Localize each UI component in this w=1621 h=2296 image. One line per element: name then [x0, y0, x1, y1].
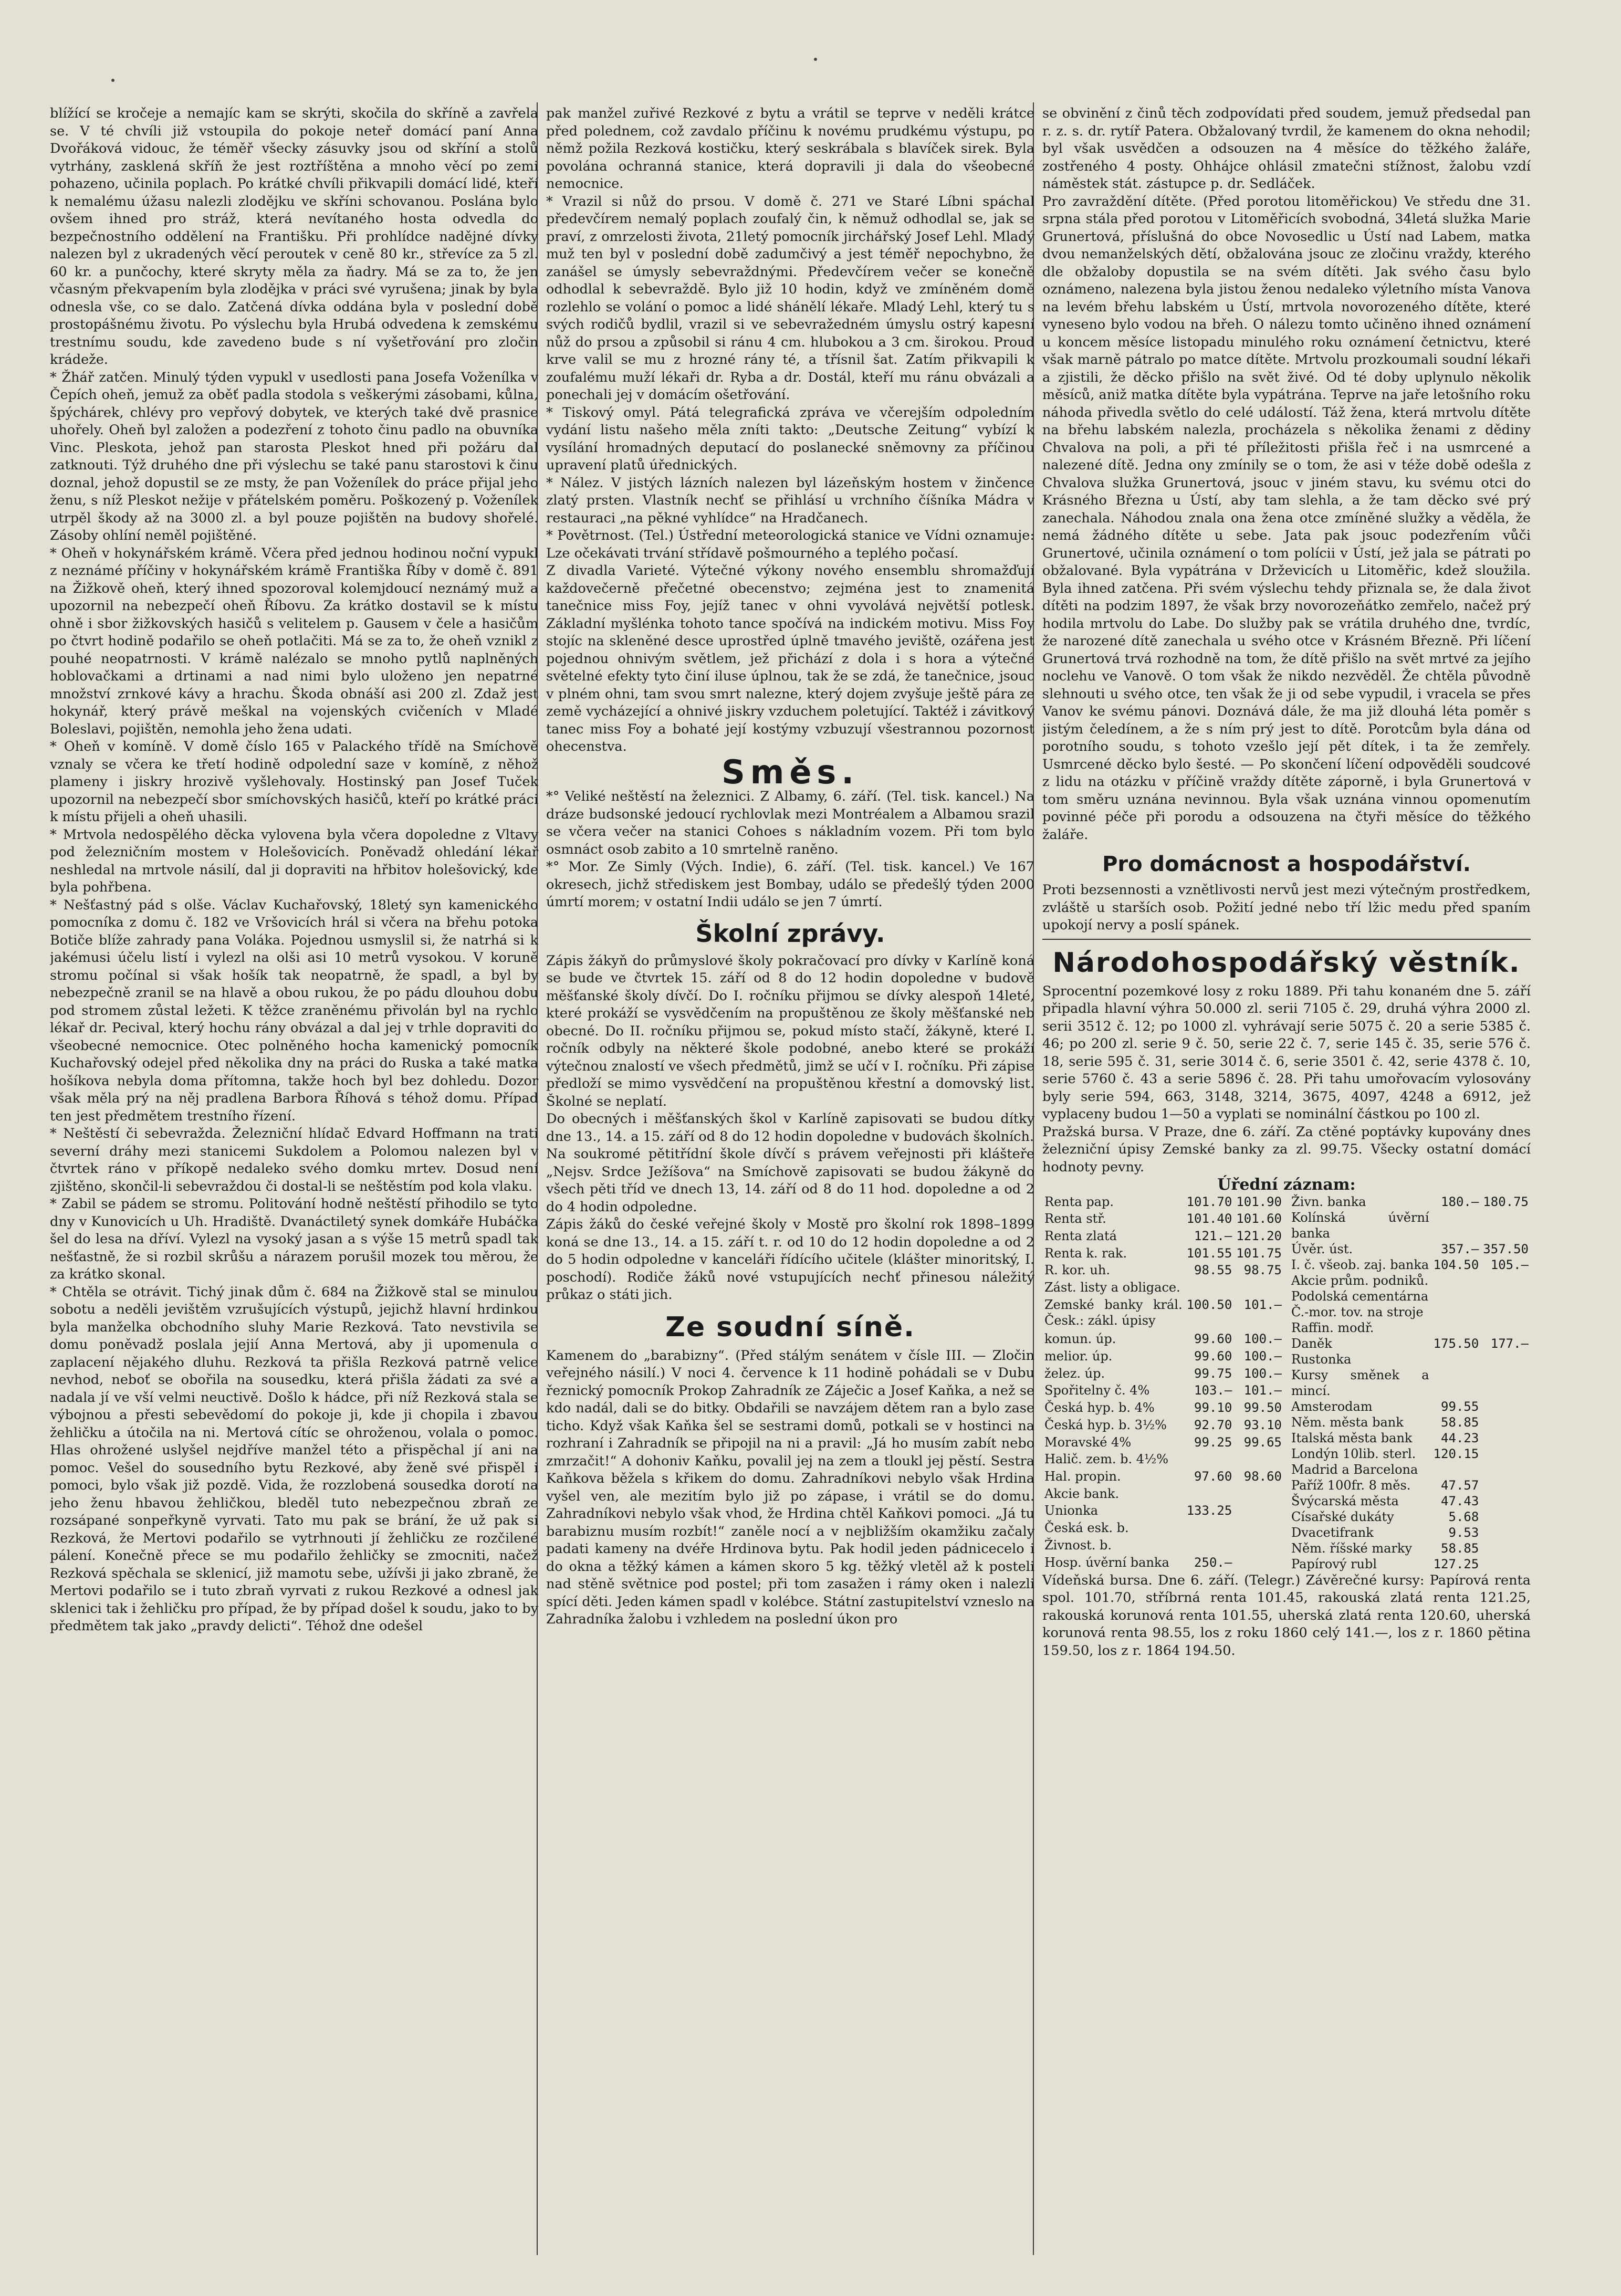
rate-value: [1185, 1537, 1235, 1555]
rate-value: 5.68: [1448, 1509, 1479, 1524]
rate-row: [1289, 1462, 1531, 1477]
rate-row: [1042, 1211, 1284, 1228]
rate-row: [1289, 1273, 1531, 1288]
article-arson: * Žhář zatčen. Minulý týden vypukl v usedlosti pana Josefa Voženílka v Čepích oheň, jemuž za oběť padla stodola s veškerými zásobami, kůlna, špýchárek, chlévy pro vepřový dobytek, ve kterých také dvě prasnice uhořely. Oheň byl založen a podezření z tohoto činu padlo na obuvníka Vinc. Pleskota, jehož pan starosta Pleskot hned při požáru dal zatknouti. Týž druhého dne při výslechu se také panu starostovi k činu doznal, jehož dopustil se ze msty, že pan Voženílek do práce přijal jeho ženu, s níž Pleskot nežije v přátelském poměru. Poškozený p. Voženílek utrpěl škody až na 3000 zl. a byl pouze pojištěn na budovy shořelé. Zásoby ohlíní neměl pojištěné.: [50, 369, 538, 543]
rate-value: [1481, 1351, 1531, 1367]
rates-heading: Úřední záznam:: [1217, 1176, 1356, 1194]
rate-row: [1289, 1210, 1531, 1241]
rate-value: 99.60: [1194, 1332, 1232, 1347]
rate-value: [1431, 1320, 1481, 1336]
rate-value: 101.55: [1186, 1245, 1232, 1261]
section-heading-schools: Školní zprávy.: [695, 919, 885, 948]
rate-row: [1042, 1537, 1284, 1555]
rate-label: Česká esk. b.: [1044, 1521, 1129, 1536]
rate-row: [1289, 1336, 1531, 1351]
rate-value: 92.70: [1194, 1417, 1232, 1432]
rate-label: komun. úp.: [1044, 1332, 1116, 1347]
rate-label: Rustonka: [1291, 1351, 1352, 1367]
rate-label: Podolská cementárna: [1291, 1288, 1429, 1304]
rate-label: želez. úp.: [1044, 1366, 1105, 1381]
rate-label: Raffin. modř.: [1291, 1320, 1374, 1335]
rate-value: 127.25: [1433, 1556, 1479, 1571]
article-school-1: Zápis žákyň do průmyslové školy pokračovací pro dívky v Karlíně koná se bude ve čtvrtek 15. září od 8 do 12 hodin dopoledne v budově měšťanské školy dívčí. Do I. ročníku přijmou se dívky alespoň 14leté, které prokáží se vysvědčením na propuštěnou ze školy měšťanské neb obecné. Do II. ročníku přijmou se, pokud místo stačí, žákyně, které I. ročník odbyly na některé škole podobné, anebo které se prokáží výtečnou znalostí ve všech předmětů, jimž se učí v I. ročníku. Při zápise předloží se mimo vysvědčení na propuštěnou křestní a domovský list. Školné se neplatí.: [546, 952, 1034, 1109]
article-found-ring: * Nález. V jistých lázních nalezen byl lázeňským hostem v žinčence zlatý prsten. Vlastník nechť se přihlásí u vrchního číšníka Mádra v restauraci „na pěkné vyhlídce“ na Hradčanech.: [546, 475, 1034, 526]
article-court: Kamenem do „barabizny“. (Před stálým senátem v čísle III. — Zločin veřejného násilí.) V noci 4. července k 11 hodině pohádali se v Dubu řeznický pomocník Prokop Zahradník ze Záječic a Josef Kaňka, a než se kdo nadál, dali se do bitky. Obdařili se navzájem dětem ran a bylo zase ticho. Když však Kaňka šel se sestrami domů, potkali se v hostinci na rozhraní i Zahradník se připojil na ni a pravil: „Já ho musím zabít nebo zmrzačit!“ A dohoniv Kaňku, povalil jej na zem a tloukl jej pěstí. Sestra Kaňkova běžela s křikem do domu. Zahradníkovi nebylo však Hrdina vyšel ven, ale mezitím bylo již po zápase, i vrátil se do domu. Zahradníkovi nebylo však vhod, že Hrdina chtěl Kaňkovi pomoci. „Já tu barabiznu musím rozbít!“ zaněle nocí a v nejbližším okamžiku začaly padati kameny na dvéře Hrdinova bytu. Pak hodil jeden pádnicecelo i do okna a těžký kámen a kámen skoro 5 kg. těžký vletěl až k posteli nad stěně světnice pod postel; při tom zasažen i rámy oken i nalezli spící děti. Jeden kámen spadl v kolébce. Státní zastupitelství vzneslo na Zahradníka žalobu i vzhledem na poslední úkon pro: [546, 1347, 1034, 1627]
article-shop-fire: * Oheň v hokynářském krámě. Včera před jednou hodinou noční vypukl z neznámé příčiny v hokynářském krámě Františka Říby v domě č. 891 na Žižkově oheň, který ihned spozoroval kolemjdoucí neznámý muž a upozornil na nebezpečí oheň Říbovu. Za krátko dostavil se k místu ohně i sbor žižkovských hasičů s velitelem p. Gausem v čele a hasičům po čtvrt hodině podařilo se oheň potlačiti. Má se za to, že oheň vznikl z pouhé neopatrnosti. V krámě nalézalo se mnoho pytlů naplněných hoblovačkami a drtinami a nad nimi bylo uloženo jen nepatrné množství zrnkové kávy a hrachu. Škoda obnáší asi 200 zl. Zdaž jest hokynář, který právě meškal na vojenských cvičeních v Mladé Boleslavi, pojištěn, nemohla jeho žena udati.: [50, 545, 538, 737]
article-insomnia: Proti bezsennosti a vznětlivosti nervů jest mezi výtečným prostředkem, zvláště u starších osob. Požití jedné nebo tří lžic medu před spaním upokojí nervy a poslí spánek.: [1042, 882, 1531, 933]
rate-value: 98.75: [1243, 1263, 1282, 1278]
rate-value: 133.25: [1186, 1503, 1232, 1518]
article-variete: Z divadla Varieté. Výtečné výkony nového ensemblu shromažďují každovečerně přečetné obecenstvo; zejména jest to znamenitá tanečnice miss Foy, jejíž tanec v ohni vyvolává největší potlesk. Základní myšlénka tohoto tance spočívá na indickém motivu. Miss Foy stojíc na skleněné desce uprostřed úplně tmavého jeviště, ozářena jest pojednou ohnivým světlem, jež přichází z dola i s hora a výtečné světelné efekty tyto činí iluse úplnou, tak že se zdá, že tanečnice, jsouc v plném ohni, tam svou smrt nalezne, který dojem zvyšuje ještě pára ze země vycházející a ohnivé jiskry vzduchem poletující. Taktéž i závitkový tanec miss Foy a bohaté její kostýmy vzbuzují všestrannou pozornost ohecenstva.: [546, 563, 1034, 754]
rate-label: Unionka: [1044, 1503, 1099, 1518]
rate-value: 47.43: [1441, 1493, 1479, 1508]
rate-row: [1289, 1525, 1531, 1540]
rate-row: [1289, 1556, 1531, 1572]
rate-label: Živnost. b.: [1044, 1537, 1112, 1553]
rate-label: R. kor. uh.: [1044, 1263, 1110, 1278]
article-child-body: * Mrtvola nedospělého děcka vylovena byla včera dopoledne z Vltavy pod železničním mostem v Holešovicích. Poněvadž ohledání lékař neshledal na mrtvole násilí, dal ji dopraviti na hřbitov holešovický, kde byla pohřbena.: [50, 826, 538, 895]
rate-value: [1481, 1446, 1531, 1462]
rate-value: 104.50: [1433, 1257, 1479, 1272]
rate-row: [1042, 1262, 1284, 1280]
rate-value: [1481, 1320, 1531, 1336]
rate-value: 121.20: [1236, 1228, 1282, 1243]
rate-value: 357.—: [1441, 1241, 1479, 1256]
rate-value: 99.25: [1194, 1434, 1232, 1450]
rate-label: Amsterodam: [1291, 1399, 1373, 1414]
rate-label: Hosp. úvěrní banka: [1044, 1555, 1169, 1570]
column-3: [1042, 105, 1531, 2252]
rate-row: [1042, 1280, 1284, 1297]
rate-row: [1042, 1400, 1284, 1417]
rate-label: Renta zlatá: [1044, 1228, 1117, 1243]
rate-row: [1289, 1509, 1531, 1525]
rate-value: 100.—: [1243, 1332, 1282, 1347]
rate-row: [1289, 1477, 1531, 1493]
rate-row: [1289, 1493, 1531, 1509]
rate-label: Renta stř.: [1044, 1211, 1106, 1226]
rate-label: Daněk: [1291, 1336, 1332, 1351]
rate-row: [1289, 1320, 1531, 1336]
rate-row: [1289, 1367, 1531, 1399]
rate-value: [1481, 1556, 1531, 1572]
rate-value: 180.—: [1441, 1194, 1479, 1209]
rate-value: [1481, 1462, 1531, 1477]
article-misprint: * Tiskový omyl. Pátá telegrafická zpráva ve včerejším odpoledním vydání listu našeho měla zníti takto: „Deutsche Zeitung“ vybízí k vysílání hromadných deputací do poslanecké sněmovny za příčinou upravení platů úřednických.: [546, 404, 1034, 473]
column-1: [50, 105, 538, 2252]
rate-value: [1481, 1509, 1531, 1525]
print-speck: [814, 58, 817, 61]
article-infanticide: Pro zavraždění dítěte. (Před porotou litoměřickou) Ve středu dne 31. srpna stála před porotou v Litoměřicích svobodná, 34letá služka Marie Grunertová, příslušná do obce Novosedlic u Ústí nad Labem, matka dvou nemanželských dětí, obžalována jsouc ze zločinu vraždy, kterého dle obžaloby dopustila se na svém dítěti. Jak svého času bylo oznámeno, nalezena byla jistou ženou nedaleko výletního místa Vanova na levém břehu labském u Ústí, mrtvola novorozeného dítěte, které vyneseno bylo vodou na břeh. O nálezu tomto učiněno ihned oznámení u koncem měsíce listopadu minulého roku oznámení četnictvu, které však marně pátralo po matce dítěte. Mrtvolu prozkoumali soudní lékaři a zjistili, že děcko přišlo na svět živé. Od té doby uplynulo několik měsíců, aniž matka dítěte byla vypátrána. Teprve na jaře letošního roku náhoda přivedla světlo do celé událostí. Táž žena, která mrtvolu dítěte na břehu labském nalezla, procházela s několika ženami z dědiny Chvalova na poli, a při té příležitosti přišla řeč i na usmrcené a nalezené dítě. Jedna ony zmínily se o tom, že asi v téže době odešla z Chvalova služka Grunertová, jsouc v jiném stavu, ku svému otci do Krásného Března u Ústí, aby tam slehla, a že tam děcko své prý zanechala. Náhodou znala ona žena otce zmíněné služky a věděla, že nemá žádného dítěte u sebe. Jata pak jsouc podezřením vůči Grunertové, učinila oznámení o tom polícii v Ústí, jež jala se pátrati po obžalované. Byla vypátrána v Drževicích u Litoměřic, kdež sloužila. Byla ihned zatčena. Při svém výslechu tehdy přiznala se, že dala život dítěti na podzim 1897, že však brzy novorozeňátko zemřelo, načež prý hodila mrtvolu do Labe. Do služby pak se vrátila druhého dne, tvrdíc, že narozené dítě zanechala u svého otce v Krásném Březně. Při líčení Grunertová trvá rozhodně na tom, že dítě přišlo na svět mrtvé za jejího noclehu ve Vanově. O tom však že nikdo nezvěděl. Že chtěla původně slehnouti u svého otce, ten však že ji od sebe vypudil, i vracela se přes Vanov ke svému pánovi. Doznává dále, že ma již dlouhá léta poměr s jistým čeledínem, a že s ním prý jest to dítě. Porotcům byla dána od porotního soudu, s tohoto vzešlo její pět dítek, i ta že zemřely. Usmrcené děcko bylo šesté. — Po skončení líčení odpověděli soudcové z lidu na otázku v příčině vraždy dítěte záporně, i byla Grunertová v tom směru uznána nevinnou. Byla však uznána vinnou opomenutím povinné péče při porodu a odsouzena na čtyři měsíce do těžkého žaláře.: [1042, 193, 1531, 843]
rate-value: [1234, 1503, 1284, 1520]
rate-label: Něm. říšské marky: [1291, 1540, 1413, 1556]
rate-row: [1289, 1194, 1531, 1210]
rate-value: 180.75: [1483, 1194, 1529, 1209]
rate-label: Moravské 4%: [1044, 1434, 1132, 1450]
article-alder-fall: * Nešťastný pád s olše. Václav Kuchařovský, 18letý syn kamenického pomocníka z domu č. 182 ve Vršovicích hrál si včera na břehu potoka Botiče blíže zahrady pana Voláka. Pojednou usmyslil si, že natrhá si k jakémusi účelu listí i vylezl na olši asi 10 metrů vysokou. V koruně stromu počínal si však hošík tak neopatrně, že spadl, a byl by nebezpečně zranil se na hlavě a obou rukou, že po pádu dlouhou dobu pod stromem zůstal ležeti. K těžce zraněnému přivolán byl na rychlo lékař dr. Pecival, který hochu rány obvázal a dal jej v trhle dopraviti do všeobecné nemocnice. Otec polněného hocha kamenický pomocník Kuchařovský odejel před několika dny na práci do Ruska a také matka hošíkova nebyla doma přítomna, takže hoch byl bez dohledu. Dozor však měla prý na něj pradlena Barbora Říhová s téhož domu. Případ ten jest předmětem trestního řízení.: [50, 897, 538, 1124]
rate-row: [1042, 1348, 1284, 1366]
article-lottery: Sprocentní pozemkové losy z roku 1889. Při tahu konaném dne 5. září připadla hlavní výhra 50.000 zl. serii 7105 č. 29, druhá výhra 2000 zl. serii 3512 č. 12; po 1000 zl. vyhrávají serie 5075 č. 20 a serie 5385 č. 46; po 200 zl. serie 9 č. 50, serie 22 č. 7, serie 145 č. 35, serie 576 č. 18, serie 595 č. 31, serie 3014 č. 6, serie 3501 č. 42, serie 4378 č. 10, serie 5760 č. 43 a serie 5896 č. 28. Při tahu umořovacím vylosovány byly serie 594, 663, 3148, 3214, 3675, 4097, 4248 a 6912, jež vyplaceny budou 1—50 a vyplati se nominální částkou po 100 zl.: [1042, 983, 1531, 1122]
rate-value: 99.50: [1243, 1400, 1282, 1416]
rates-tables: [1042, 1194, 1531, 1572]
rate-row: [1289, 1304, 1531, 1320]
rate-value: 105.—: [1490, 1257, 1529, 1272]
article-poison-cont: pak manžel zuřivé Rezkové z bytu a vrátil se teprve v neděli krátce před polednem, což zavdalo příčinu k novému prudkému výstupu, po němž požila Rezková kostičku, který seskrábala s blavíček sirek. Byla povolána ochranná stanice, která dopravili ji dala do všeobecné nemocnice.: [546, 106, 1034, 192]
rates-table-right: [1289, 1194, 1531, 1572]
rate-row: [1042, 1297, 1284, 1331]
rate-value: [1431, 1273, 1481, 1288]
rate-row: [1289, 1257, 1531, 1273]
rate-value: 99.60: [1194, 1348, 1232, 1364]
rate-row: [1289, 1446, 1531, 1462]
divider: [1042, 939, 1531, 940]
article-school-2: Do obecných i měšťanských škol v Karlíně zapisovati se budou dítky dne 13., 14. a 15. září od 8 do 12 hodin dopoledne v budovách školních.: [546, 1111, 1034, 1145]
rate-label: Švýcarská města: [1291, 1493, 1399, 1508]
rate-row: [1289, 1540, 1531, 1556]
rate-row: [1042, 1194, 1284, 1211]
section-heading-court: Ze soudní síně.: [665, 1311, 915, 1343]
rate-value: [1481, 1210, 1531, 1241]
rate-value: [1481, 1414, 1531, 1430]
rate-value: [1481, 1525, 1531, 1540]
rate-value: 121.—: [1194, 1228, 1232, 1243]
rate-label: Kolínská úvěrní banka: [1291, 1210, 1429, 1241]
rate-label: Renta k. rak.: [1044, 1245, 1127, 1261]
rate-label: Akcie bank.: [1044, 1486, 1120, 1501]
rate-row: [1289, 1351, 1531, 1367]
rate-row: [1042, 1486, 1284, 1503]
article-tree-fall: * Zabil se pádem se stromu. Politování hodně neštěstí přihodilo se tyto dny v Kunovicích u Uh. Hradiště. Dvanáctiletý synek domkáře Hubáčka šel do lesa na dříví. Vylezl na vysoký jasan a s výše 15 metrů spadl tak nešťastně, že si rozbil skrůšu a nárazem porušil mozek tou měrou, že za krátko skonal.: [50, 1196, 538, 1282]
rate-row: [1042, 1555, 1284, 1572]
print-speck: [111, 79, 114, 82]
rate-value: [1481, 1367, 1531, 1399]
article-accident-suicide: * Neštěstí či sebevražda. Železniční hlídač Edvard Hoffmann na trati severní dráhy mezi stanicemi Sukdolem a Polomou nalezen byl v čtvrtek ráno v příkopě nedaleko svého domku mrtev. Dosud není zjištěno, skončil-li sebevraždou či dostal-li se neštěstím pod kola vlaku.: [50, 1126, 538, 1194]
article-knife: * Vrazil si nůž do prsou. V domě č. 271 ve Staré Líbni spáchal předevčírem nemalý poplach zoufalý čin, k němuž odhodlal se, jak se praví, z omrzelosti života, 21letý pomocník jirchářský Josef Lehl. Mladý muž ten byl v poslední době zadumčivý a jest téměř nepochybno, že zanášel se úmysly sebevraždnými. Předevčírem večer se konečně odhodlal k sebevraždě. Bylo již 10 hodin, když ve zmíněném domě rozlehlo se volání o pomoc a lidé shánělí lékaře. Mladý Lehl, který tu s svých rodičů bydlil, vrazil si ve sebevražedném úmyslu ostrý kapesní nůž do prsou a způsobil si ránu 4 cm. hlubokou a 3 cm. širokou. Proud krve valil se mu z hrozné rány té, a třísnil šat. Zatím přikvapili k zoufalému muží lékaři dr. Ryba a dr. Dostál, kteří mu ránu obvázali a ponechali jej v domácím ošetřování.: [546, 193, 1034, 403]
rate-label: Česká hyp. b. 3½%: [1044, 1417, 1167, 1432]
rate-value: [1234, 1520, 1284, 1537]
rate-value: 44.23: [1441, 1430, 1479, 1445]
rate-value: [1481, 1477, 1531, 1493]
article-plague: *° Mor. Ze Simly (Vých. Indie), 6. září. (Tel. tisk. kancel.) Ve 167 okresech, jichž střediskem jest Bombay, událo se předešlý týden 2000 úmrtí morem; v ostatní Indii událo se jen 7 úmrtí.: [546, 859, 1034, 910]
rate-value: [1481, 1430, 1531, 1446]
article-poison: * Chtěla se otrávit. Tichý jinak dům č. 684 na Žižkově stal se minulou sobotu a neděli jevištěm vzrušujících výstupů, jejichž hlavní hrdinkou byla manželka obchodního sluhy Marie Rezková. Tato nevstivila se domu poněvadž poslala jejií Anna Mertová, aby ji upomenula o zaplacení nějakého dluhu. Rezková ta přišla Rezková patrně velice nevhod, neboť se obořila na sousedku, která přišla žádati za své a nadala jí ve vší velmi neuctivě. Došlo k hádce, při níž Rezková stala se výbojnou a přesti sebevědomí do pokoje ji, kde ji chopila i zbavou žehličku a útočila na ni. Mertová cítíc se ohroženou, volala o pomoc. Hlas ohrožené uslyšel nejdříve manžel této a přispěchal jí ani na pomoc. Vešel do sousedního bytu Rezkové, aby ženě své přispěl i pomoci, bylo však již pozdě. Vida, že rozzlobená sousedka dorotí na jeho ženu hbavou žehličkou, bleděl tuto nebezpečnou zbraň ze rozsápané sonpeřkyně vyrvati. Tato mu pak se brání, že už pak si Rezková, že Mertovi podařilo se vytrhnouti jí žehličku ze rozčilené pálení. Konečně přece se mu podařilo žehličky se zmocniti, načež Rezková spěchala se sklenicí, již mamotu sebe, užívši ji jako zbraně, že Mertovi podařilo se i tuto zbraň vyrvati z rukou Rezkové a odnesl jak sklenici tak i žehličku pro případ, že by případ došel k soudu, jako to by předmětem tak jako „pravdy delicti“. Téhož dne odešel: [50, 1284, 538, 1634]
rate-row: [1042, 1366, 1284, 1383]
rate-value: 101.90: [1236, 1194, 1282, 1209]
rate-value: 357.50: [1483, 1241, 1529, 1256]
rate-row: [1042, 1434, 1284, 1452]
rate-value: [1234, 1555, 1284, 1572]
column-2: [546, 105, 1034, 2252]
rate-value: 101.75: [1236, 1245, 1282, 1261]
rate-value: 175.50: [1433, 1336, 1479, 1351]
rate-row: [1042, 1451, 1284, 1469]
rate-row: [1289, 1430, 1531, 1446]
rate-label: Spořitelny č. 4%: [1044, 1383, 1150, 1398]
rate-value: [1431, 1462, 1481, 1477]
article-school-4: Zápis žáků do české veřejné školy v Mostě pro školní rok 1898–1899 koná se dne 13., 14. a 15. září t. r. od 10 do 12 hodin dopoledne a od 2 do 5 hodin odpoledne v kanceláři řídícího učitele (klášter minoritský, I. poschodí). Rodiče žáků nové vstupujících nechť přinesou náležitý průkaz o státi jich.: [546, 1217, 1034, 1303]
rate-label: Zemské banky král. Česk.: zákl. úpisy: [1044, 1297, 1183, 1328]
rate-label: Akcie prům. podniků.: [1291, 1273, 1429, 1288]
rate-value: 120.15: [1433, 1446, 1479, 1461]
rate-value: [1185, 1520, 1235, 1537]
rate-value: [1481, 1273, 1531, 1288]
rate-value: [1431, 1288, 1481, 1304]
rate-value: [1185, 1486, 1235, 1503]
rate-value: [1481, 1304, 1531, 1320]
rate-value: [1481, 1493, 1531, 1509]
rate-row: [1042, 1503, 1284, 1520]
rate-value: [1431, 1210, 1481, 1241]
rate-value: 99.75: [1194, 1366, 1232, 1381]
rate-row: [1042, 1417, 1284, 1434]
rate-value: 47.57: [1441, 1477, 1479, 1493]
rate-label: Č.-mor. tov. na stroje: [1291, 1304, 1424, 1319]
rate-value: 101.60: [1236, 1211, 1282, 1226]
rate-row: [1289, 1414, 1531, 1430]
rate-label: Papírový rubl: [1291, 1556, 1377, 1571]
rate-value: 250.—: [1194, 1555, 1232, 1570]
rate-value: [1185, 1280, 1235, 1297]
rate-value: 100.—: [1243, 1348, 1282, 1364]
rate-value: 101.70: [1186, 1194, 1232, 1209]
rate-value: 100.50: [1186, 1297, 1232, 1312]
rate-value: [1481, 1288, 1531, 1304]
rate-label: Paříž 100fr. 8 měs.: [1291, 1477, 1411, 1493]
rate-value: [1481, 1540, 1531, 1556]
rate-value: 98.55: [1194, 1263, 1232, 1278]
rate-label: Hal. propin.: [1044, 1469, 1121, 1484]
rate-row: [1289, 1288, 1531, 1304]
rate-label: Živn. banka: [1291, 1194, 1366, 1209]
rate-value: 101.40: [1186, 1211, 1232, 1226]
rate-value: 9.53: [1448, 1525, 1479, 1540]
article-prague-bourse: Pražská bursa. V Praze, dne 6. září. Za ctěné poptávky kupovány dnes železniční úpisy Zemské banky za zl. 99.75. Všecky ostatní domácí hodnoty pevny.: [1042, 1124, 1531, 1175]
rate-value: 98.60: [1243, 1469, 1282, 1484]
article-court-cont: se obvinění z činů těch zodpovídati před soudem, jemuž předsedal pan r. z. s. dr. rytíř Patera. Obžalovaný tvrdil, že kamenem do okna nehodil; byl však usvědčen a odsouzen na 4 měsíce do těžkého žaláře, zostřeného 4 posty. Ohhájce ohlásil zmatečni stížnost, žalobu vzdí náměstek stát. zástupce p. dr. Sedláček.: [1042, 106, 1531, 192]
rate-row: [1042, 1520, 1284, 1537]
rate-value: 100.—: [1243, 1366, 1282, 1381]
rate-label: melior. úp.: [1044, 1348, 1113, 1364]
article-vienna-bourse: Vídeňská bursa. Dne 6. září. (Telegr.) Závěrečné kursy: Papírová renta spol. 101.70, stříbrná renta 101.45, rakouská zlatá renta 121.25, rakouská korunová renta 101.55, uherská zlatá renta 120.60, uherská korunová renta 98.55, los z roku 1860 celý 141.—, los z r. 1860 pětina 159.50, los z r. 1864 194.50.: [1042, 1572, 1531, 1659]
rate-value: 99.55: [1441, 1399, 1479, 1414]
rate-value: 101.—: [1243, 1383, 1282, 1398]
rate-value: [1431, 1304, 1481, 1320]
rate-row: [1042, 1331, 1284, 1348]
rate-value: 103.—: [1194, 1383, 1232, 1398]
article-weather: * Povětrnost. (Tel.) Ústřední meteorologická stanice ve Vídni oznamuje: Lze očekávati trvání střídavě pošmourného a teplého počasí.: [546, 528, 1034, 561]
rate-label: Česká hyp. b. 4%: [1044, 1400, 1155, 1416]
rate-label: Úvěr. úst.: [1291, 1241, 1353, 1256]
rate-label: Italská města bank: [1291, 1430, 1413, 1445]
rate-label: Renta pap.: [1044, 1194, 1114, 1209]
rate-row: [1042, 1469, 1284, 1486]
rate-label: Dvacetifrank: [1291, 1525, 1374, 1540]
rate-value: 99.10: [1194, 1400, 1232, 1416]
article-theft: blížící se kročeje a nemajíc kam se skrýti, skočila do skříně a zavřela se. V té chvíli již vstoupila do pokoje neteř domácí paní Anna Dvořáková vidouc, že téměř všecky zásuvky jsou od skříní a stolů vytrhány, zasklená skříň že jest roztříštěna a mnoho věcí po zemi pohazeno, učinila poplach. Po krátké chvíli přikvapili domácí lidé, kteří k nemalému úžasu nalezli zlodějku ve skříni schovanou. Poslána bylo ovšem ihned pro stráž, která nevítaného hosta odvedla do bezpečnostního oddělení na Františku. Při prohlídce nadějné dívky nalezen byl z ukradených věcí peroutek v ceně 80 kr., střevíce za 5 zl. 60 kr. a punčochy, které skryty měla za ňadry. Má se za to, že jen včasným překvapením byla zlodějka v práci své vyrušena; jinak by byla odnesla vše, co se dalo. Zatčená dívka oddána byla v poslední době prostopášnému životu. Po výslechu byla Hrubá odvedena k zemskému trestnímu soudu, kde zavedeno bude s ní vyšetřování pro zločin krádeže.: [50, 106, 538, 368]
section-heading-economy: Národohospodářský věstník.: [1052, 947, 1521, 979]
rate-value: 93.10: [1243, 1417, 1282, 1432]
rate-value: 97.60: [1194, 1469, 1232, 1484]
rate-value: 58.85: [1441, 1414, 1479, 1430]
rate-value: [1234, 1280, 1284, 1297]
rate-value: [1234, 1537, 1284, 1555]
section-heading-smes: Směs.: [721, 752, 859, 791]
rate-label: Londýn 10lib. sterl.: [1291, 1446, 1416, 1461]
rate-value: 99.65: [1243, 1434, 1282, 1450]
rate-value: 58.85: [1441, 1540, 1479, 1556]
rate-value: [1431, 1367, 1481, 1399]
rate-value: [1481, 1399, 1531, 1414]
rate-row: [1042, 1245, 1284, 1263]
rate-row: [1042, 1228, 1284, 1245]
rate-row: [1289, 1241, 1531, 1257]
section-heading-household: Pro domácnost a hospodářství.: [1102, 852, 1471, 876]
rate-value: [1234, 1486, 1284, 1503]
rate-row: [1289, 1399, 1531, 1414]
rates-table-left: [1042, 1194, 1284, 1572]
article-chimney-fire: * Oheň v komíně. V domě číslo 165 v Palackého třídě na Smíchově vznaly se včera ke třetí hodině odpolední saze v komíně, z něhož plameny i jiskry hrozivě vyšlehovaly. Hostinský pan Josef Tuček upozornil na nebezpečí sbor smíchovských hasičů, kteří po krátké práci k místu přijeli a oheň uhasili.: [50, 739, 538, 825]
article-railway: *° Veliké neštěstí na železnici. Z Albamy, 6. září. (Tel. tisk. kancel.) Na dráze budsonské jedoucí rychlovlak mezi Montréalem a Albamou srazil se včera večer na stanici Cohoes s nákladním vozem. Při tom bylo osmnáct osob zabito a 10 smrtelně raněno.: [546, 789, 1034, 857]
rate-label: I. č. všeob. zaj. banka: [1291, 1257, 1429, 1272]
rate-value: 101.—: [1243, 1297, 1282, 1312]
article-school-3: Na soukromé pětitřídní škole dívčí s právem veřejnosti při klášteře „Nejsv. Srdce Ježíšova“ na Smíchově zapisovati se budou žákyně do všech pěti tříd ve dnech 13, 14. září od 8 do 11 hod. dopoledne a od 2 do 4 hodin odpoledne.: [546, 1146, 1034, 1215]
rate-value: [1185, 1451, 1235, 1469]
rate-label: Císařské dukáty: [1291, 1509, 1394, 1524]
rate-row: [1042, 1382, 1284, 1400]
rate-label: Zást. listy a obligace.: [1044, 1280, 1180, 1295]
rate-label: Kursy směnek a mincí.: [1291, 1367, 1429, 1398]
rate-value: [1431, 1351, 1481, 1367]
rate-label: Madrid a Barcelona: [1291, 1462, 1418, 1477]
rate-value: 177.—: [1490, 1336, 1529, 1351]
rate-label: Halič. zem. b. 4½%: [1044, 1452, 1169, 1467]
rate-label: Něm. města bank: [1291, 1414, 1404, 1430]
rate-value: [1234, 1451, 1284, 1469]
